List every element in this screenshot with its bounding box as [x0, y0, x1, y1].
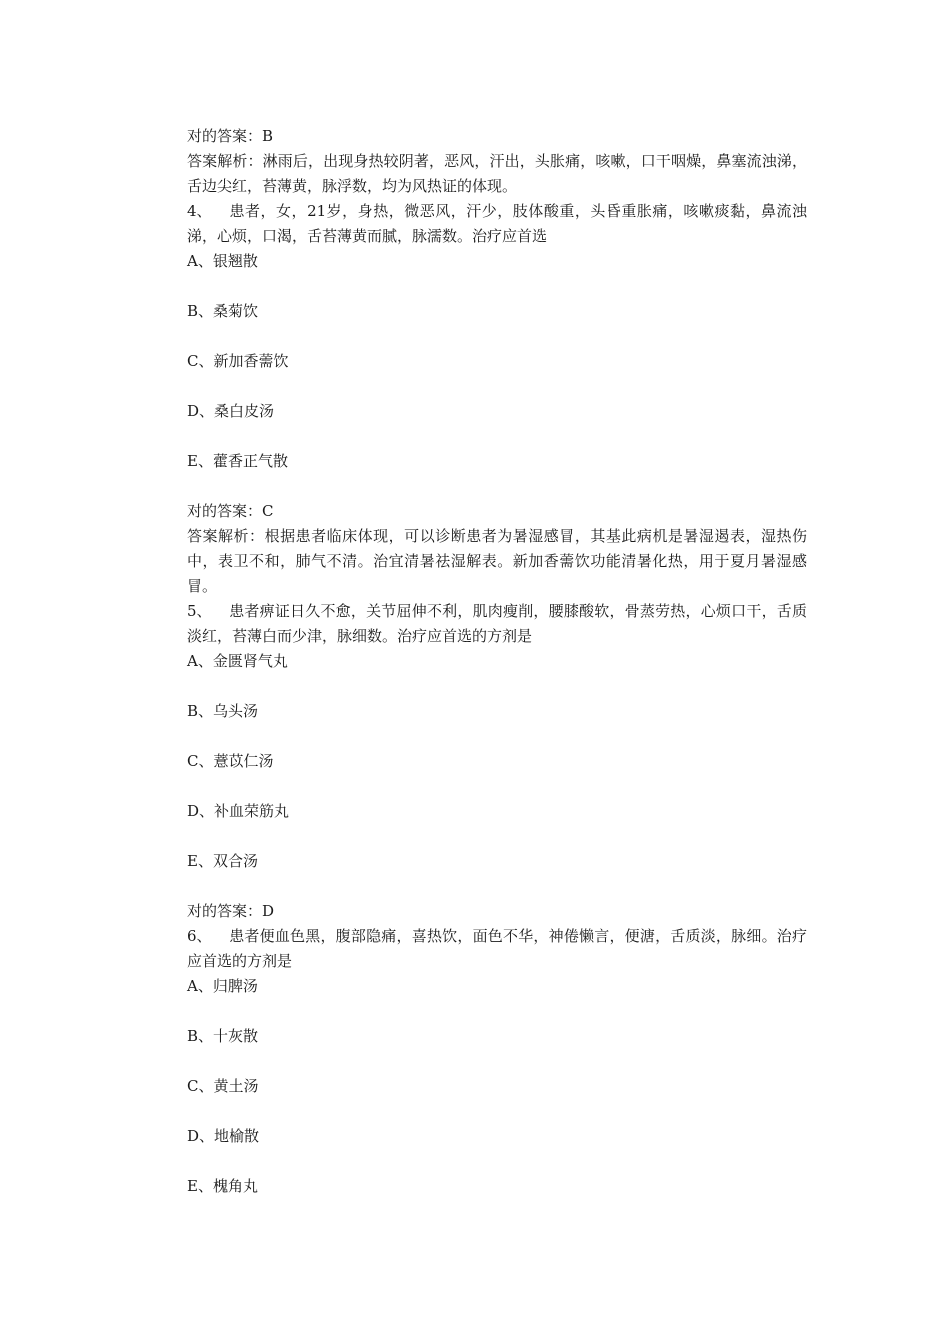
q5-stem: 患者痹证日久不愈，关节屈伸不利，肌肉瘦削，腰膝酸软，骨蒸劳热，心烦口干，舌质淡红，苔薄白而少津，脉细数。治疗应首选的方剂是 — [187, 602, 807, 645]
q4-answer: 对的答案：C — [187, 502, 274, 520]
q6-option-c: C、黄土汤 — [187, 1077, 259, 1095]
q5-option-b: B、乌头汤 — [187, 702, 259, 720]
q3-answer: 对的答案：B — [187, 127, 274, 145]
q4-option-e: E、藿香正气散 — [187, 452, 288, 470]
q4-stem: 患者，女，21岁，身热，微恶风，汗少，肢体酸重，头昏重胀痛，咳嗽痰黏，鼻流浊涕，心烦，口渴，舌苔薄黄而腻，脉濡数。治疗应首选 — [187, 202, 807, 245]
q6-option-b: B、十灰散 — [187, 1027, 259, 1045]
q6-question — [187, 924, 807, 974]
q6-option-d: D、地榆散 — [187, 1127, 260, 1145]
q6-option-e: E、槐角丸 — [187, 1177, 258, 1195]
q5-answer: 对的答案：D — [187, 902, 275, 920]
q4-number: 4、 — [187, 202, 212, 220]
q6-stem: 患者便血色黑，腹部隐痛，喜热饮，面色不华，神倦懒言，便溏，舌质淡，脉细。治疗应首选的方剂是 — [187, 927, 807, 970]
q5-option-e: E、双合汤 — [187, 852, 258, 870]
q4-option-b: B、桑菊饮 — [187, 302, 259, 320]
q5-question — [187, 599, 807, 649]
q5-option-a: A、金匮肾气丸 — [187, 652, 288, 670]
q4-option-d: D、桑白皮汤 — [187, 402, 275, 420]
q6-option-a: A、归脾汤 — [187, 977, 258, 995]
q4-question — [187, 199, 807, 249]
q5-option-d: D、补血荣筋丸 — [187, 802, 290, 820]
q5-option-c: C、薏苡仁汤 — [187, 752, 274, 770]
q4-analysis: 答案解析：根据患者临床体现，可以诊断患者为暑湿感冒，其基此病机是暑湿遏表，湿热伤中，表卫不和，肺气不清。治宜清暑祛湿解表。新加香薷饮功能清暑化热，用于夏月暑湿感冒。 — [187, 527, 807, 595]
q6-number: 6、 — [187, 927, 212, 945]
q4-option-a: A、银翘散 — [187, 252, 258, 270]
q3-analysis: 答案解析：淋雨后，出现身热较阴著，恶风，汗出，头胀痛，咳嗽，口干咽燥，鼻塞流浊涕，舌边尖红，苔薄黄，脉浮数，均为风热证的体现。 — [187, 152, 807, 195]
q5-number: 5、 — [187, 602, 212, 620]
q4-option-c: C、新加香薷饮 — [187, 352, 289, 370]
document-page — [187, 124, 807, 1224]
